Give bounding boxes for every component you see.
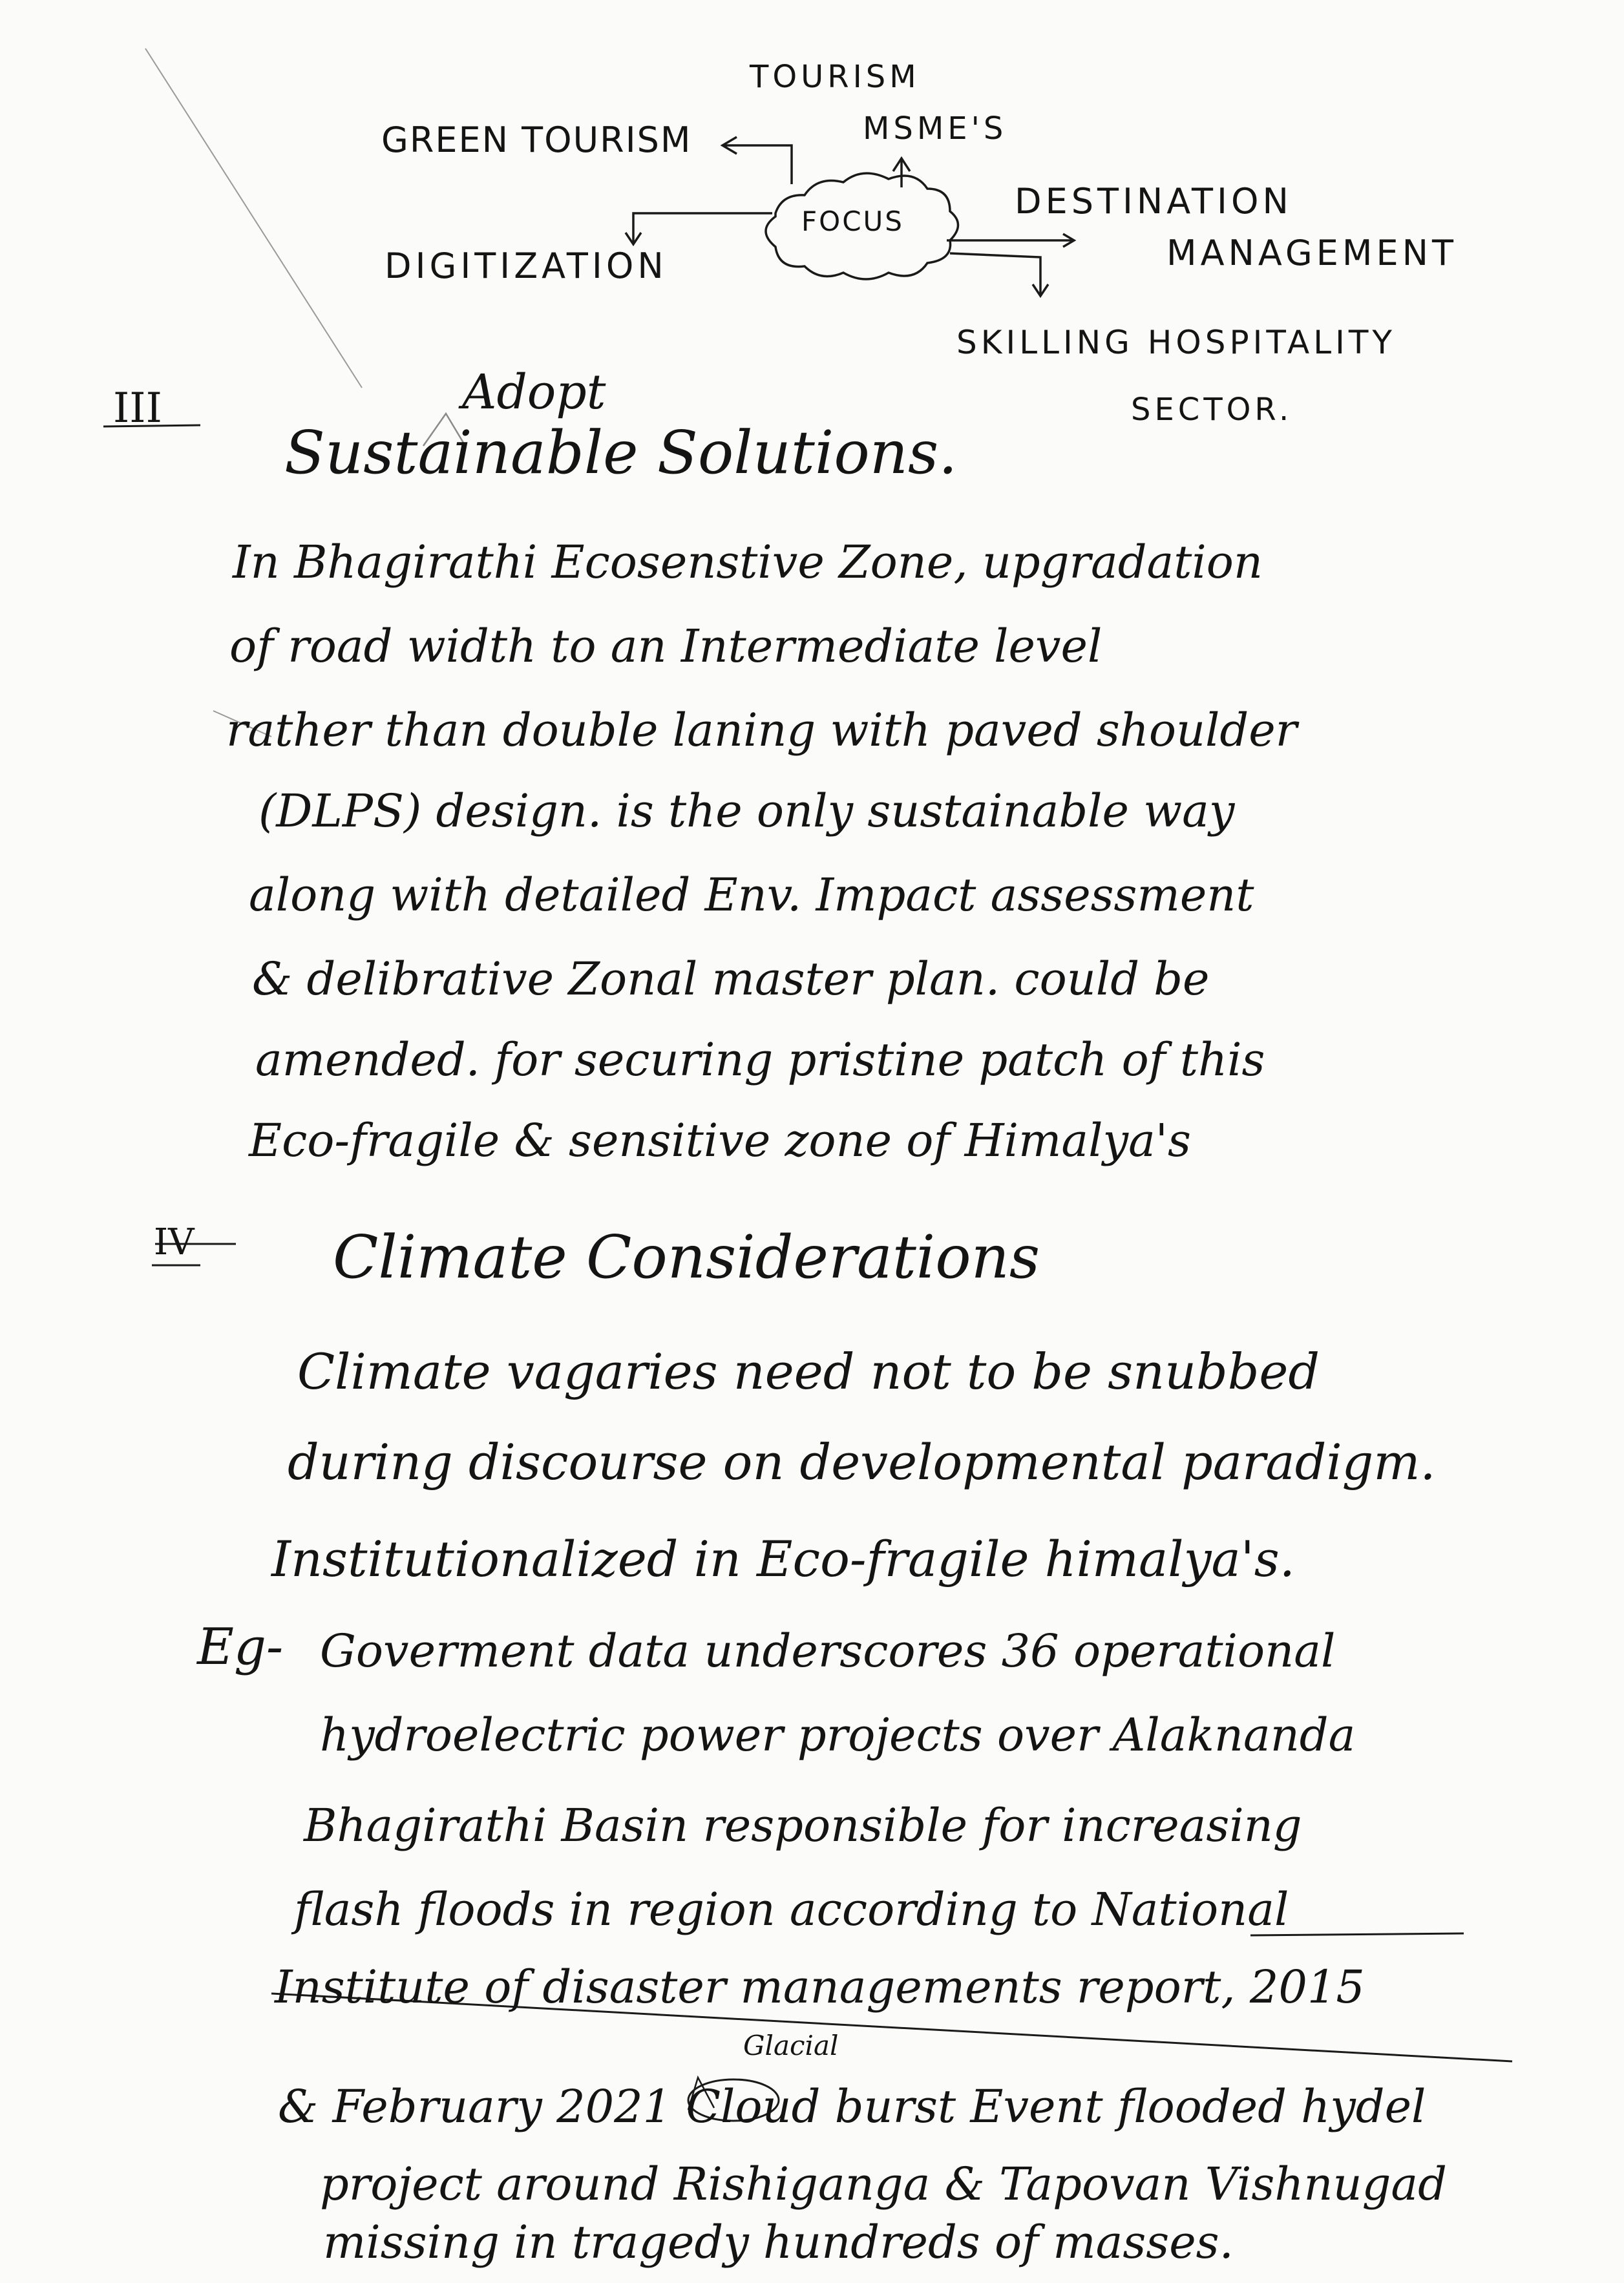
section-3-line: Eco-fragile & sensitive zone of Himalya's [249,1114,1191,1167]
mindmap-destination: DESTINATION [1015,181,1292,222]
section-3-line: In Bhagirathi Ecosenstive Zone, upgradation [233,536,1263,589]
example-line: Goverment data underscores 36 operational [320,1625,1336,1678]
mindmap-digitization: DIGITIZATION [385,246,668,286]
example-line: flash floods in region according to National [294,1883,1289,1936]
section-3-line: along with detailed Env. Impact assessment [249,868,1254,921]
section-3-heading-insert: Adopt [462,364,606,420]
mindmap-msme: MSME'S [863,110,1007,147]
section-4-line: Institutionalized in Eco-fragile himalya's. [271,1530,1295,1588]
closing-line: missing in tragedy hundreds of masses. [323,2216,1234,2269]
insertion-glacial: Glacial [743,2030,839,2061]
arrow-to-skilling [950,253,1040,294]
example-line: hydroelectric power projects over Alaknanda [320,1709,1356,1762]
arrowhead-msme [893,158,910,171]
mindmap-top: TOURISM [750,59,920,95]
mindmap-focus: FOCUS [801,205,904,237]
section-3-line: amended. for securing pristine patch of this [255,1033,1265,1086]
closing-line: & February 2021 Cloud burst Event flooded hydel [278,2080,1426,2133]
section-4-numeral: IV [154,1221,195,1263]
closing-line: project around Rishiganga & Tapovan Vishnugad [320,2158,1447,2211]
example-line: Institute of disaster managements report, 2015 [275,1961,1365,2014]
section-3-numeral: III [113,384,162,432]
arrowhead-digitization [626,233,641,244]
arrowhead-destination [1063,234,1074,247]
section-3-line: of road width to an Intermediate level [229,620,1102,673]
arrowhead-skilling [1033,284,1048,296]
example-label: Eg- [197,1618,284,1676]
example-line: Bhagirathi Basin responsible for increasing [304,1799,1302,1852]
section-3-line: & delibrative Zonal master plan. could be [252,952,1210,1005]
section-4-heading: Climate Considerations [333,1223,1040,1292]
mindmap-skilling: SKILLING HOSPITALITY [956,324,1396,361]
arrow-to-green-tourism [724,145,792,184]
pencil-stroke [145,48,362,388]
section-3-line: (DLPS) design. is the only sustainable way [258,784,1235,837]
arrowhead-green [722,137,737,154]
arrow-to-digitization [633,213,772,242]
mindmap-green-tourism: GREEN TOURISM [381,120,692,160]
section-4-line: during discourse on developmental paradigm. [288,1433,1436,1491]
section-3-line: rather than double laning with paved shoulder [226,704,1298,757]
section-4-line: Climate vagaries need not to be snubbed [297,1343,1320,1400]
mindmap-sector: SECTOR. [1131,392,1293,428]
section-3-heading: Sustainable Solutions. [284,418,958,487]
mindmap-management: MANAGEMENT [1166,233,1457,273]
